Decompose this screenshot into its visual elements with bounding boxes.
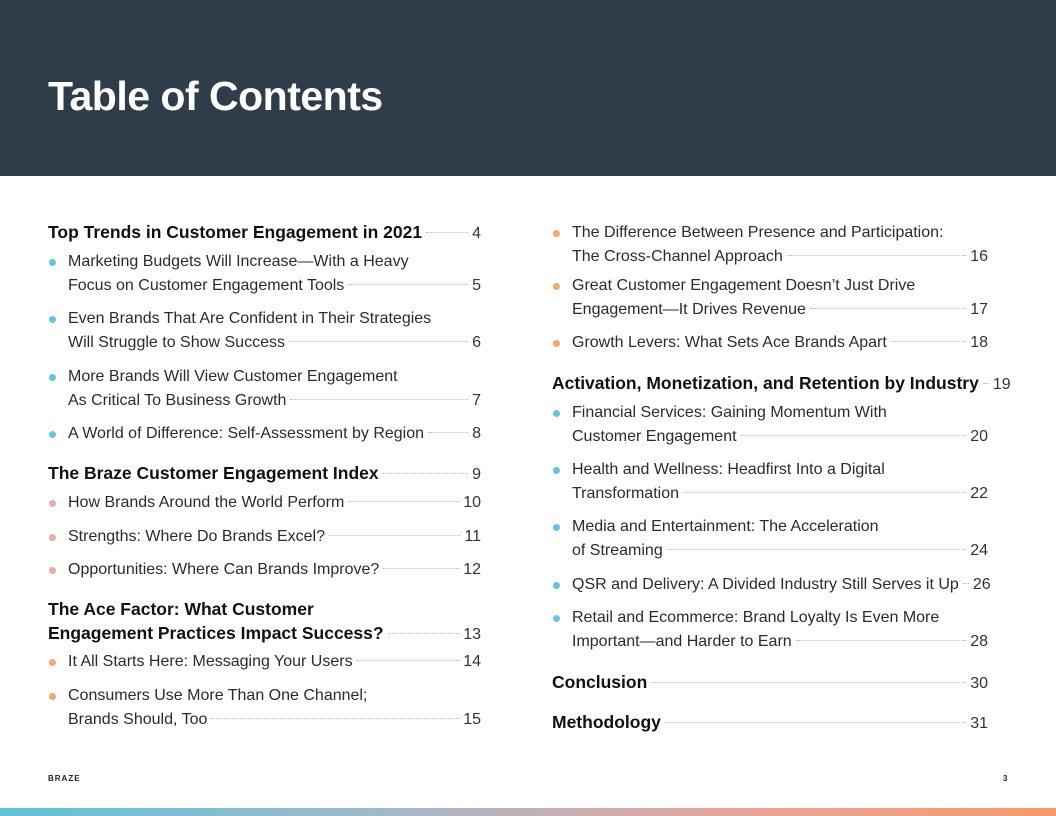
page-number: 30 — [970, 675, 988, 692]
toc-item[interactable] — [48, 558, 481, 582]
section-title: Conclusion — [552, 672, 648, 692]
leader-dots — [388, 633, 460, 634]
section-title: The Ace Factor: What Customer — [48, 599, 314, 619]
page-number: 7 — [472, 392, 481, 409]
toc-item[interactable] — [48, 422, 481, 446]
leader-dots — [963, 583, 969, 584]
section-title: Methodology — [552, 712, 661, 732]
item-text: Strengths: Where Do Brands Excel? — [68, 528, 326, 545]
item-text: Great Customer Engagement Doesn’t Just Drive — [572, 277, 916, 294]
toc-item[interactable] — [552, 401, 988, 449]
item-text: More Brands Will View Customer Engagement — [68, 368, 398, 385]
item-text: A World of Difference: Self-Assessment by Region — [68, 425, 425, 442]
leader-dots — [983, 383, 989, 384]
bullet-icon — [553, 615, 560, 622]
bullet-icon — [553, 410, 560, 417]
leader-dots — [796, 640, 967, 641]
leader-dots — [428, 432, 468, 433]
page-number: 20 — [970, 428, 988, 445]
leader-dots — [891, 341, 966, 342]
toc-section-index[interactable] — [48, 461, 481, 485]
bullet-icon — [49, 316, 56, 323]
leader-dots — [667, 549, 966, 550]
item-text: Transformation — [572, 485, 679, 502]
bullet-icon — [553, 582, 560, 589]
toc-item[interactable] — [552, 221, 988, 269]
page-number: 28 — [970, 633, 988, 650]
toc-item[interactable] — [552, 573, 991, 597]
bullet-icon — [49, 374, 56, 381]
item-text: Focus on Customer Engagement Tools — [68, 277, 345, 294]
section-title: The Braze Customer Engagement Index — [48, 463, 379, 483]
item-text: As Critical To Business Growth — [68, 392, 287, 409]
page-number: 8 — [472, 425, 481, 442]
leader-dots — [383, 568, 459, 569]
toc-item[interactable] — [552, 274, 988, 322]
item-text: Health and Wellness: Headfirst Into a Digital — [572, 461, 885, 478]
bullet-icon — [49, 431, 56, 438]
page-number: 22 — [970, 485, 988, 502]
leader-dots — [651, 682, 966, 683]
item-text: Brands Should, Too — [68, 711, 208, 728]
toc-item[interactable] — [48, 365, 481, 413]
leader-dots — [383, 473, 468, 474]
leader-dots — [426, 232, 468, 233]
page-title: Table of Contents — [48, 73, 383, 119]
page-number: 13 — [463, 626, 481, 643]
leader-dots — [290, 399, 468, 400]
leader-dots — [211, 718, 459, 719]
bullet-icon — [49, 500, 56, 507]
page-number: 4 — [472, 225, 481, 242]
item-text: Engagement—It Drives Revenue — [572, 301, 806, 318]
item-text: Financial Services: Gaining Momentum With — [572, 404, 887, 421]
brand-logo-text: BRAZE — [48, 774, 81, 783]
item-text: Marketing Budgets Will Increase—With a Heavy — [68, 253, 409, 270]
leader-dots — [289, 341, 468, 342]
footer-page-number: 3 — [1003, 774, 1008, 783]
leader-dots — [787, 255, 966, 256]
item-text: How Brands Around the World Perform — [68, 494, 345, 511]
bullet-icon — [49, 534, 56, 541]
toc-left-column — [48, 220, 481, 732]
item-text: Retail and Ecommerce: Brand Loyalty Is Even More — [572, 609, 940, 626]
toc-item[interactable] — [48, 525, 481, 549]
page-number: 19 — [992, 376, 1011, 393]
section-title: Top Trends in Customer Engagement in 2021 — [48, 222, 423, 242]
bullet-icon — [553, 524, 560, 531]
toc-item[interactable] — [552, 331, 988, 355]
page-number: 12 — [463, 561, 481, 578]
toc-section-conclusion[interactable] — [552, 670, 988, 694]
bullet-icon — [49, 567, 56, 574]
leader-dots — [683, 492, 966, 493]
page-number: 6 — [472, 334, 481, 351]
toc-item[interactable] — [48, 307, 481, 355]
item-text: Opportunities: Where Can Brands Improve? — [68, 561, 380, 578]
toc-right-column — [552, 220, 1011, 734]
page-number: 11 — [464, 528, 481, 545]
bullet-icon — [553, 283, 560, 290]
leader-dots — [357, 660, 460, 661]
item-text: Customer Engagement — [572, 428, 737, 445]
page-number: 10 — [463, 494, 481, 511]
leader-dots — [329, 535, 460, 536]
item-text: Growth Levers: What Sets Ace Brands Apart — [572, 334, 887, 351]
item-text: The Difference Between Presence and Participation: — [572, 224, 944, 241]
page-number: 16 — [970, 248, 988, 265]
bullet-icon — [553, 230, 560, 237]
item-text: of Streaming — [572, 542, 663, 559]
page-number: 26 — [972, 576, 991, 593]
bullet-icon — [49, 693, 56, 700]
toc-item[interactable] — [552, 606, 988, 654]
toc-item[interactable] — [48, 650, 481, 674]
page-number: 14 — [463, 653, 481, 670]
toc-section-ace-factor[interactable] — [48, 597, 481, 645]
bullet-icon — [49, 659, 56, 666]
item-text: Consumers Use More Than One Channel; — [68, 687, 368, 704]
section-title: Engagement Practices Impact Success? — [48, 623, 384, 643]
section-title: Activation, Monetization, and Retention by Industry — [552, 373, 979, 393]
toc-section-industry[interactable] — [552, 371, 1011, 395]
header-banner — [0, 0, 1056, 176]
page-number: 31 — [970, 715, 988, 732]
toc-section-methodology[interactable] — [552, 710, 988, 734]
item-text: Even Brands That Are Confident in Their Strategies — [68, 310, 432, 327]
bullet-icon — [49, 259, 56, 266]
toc-item[interactable] — [48, 491, 481, 515]
leader-dots — [348, 284, 468, 285]
page-number: 9 — [472, 466, 481, 483]
page-number: 5 — [472, 277, 481, 294]
item-text: The Cross-Channel Approach — [572, 248, 783, 265]
page-number: 15 — [463, 711, 481, 728]
leader-dots — [348, 501, 459, 502]
toc-item[interactable] — [552, 458, 988, 506]
leader-dots — [665, 722, 966, 723]
toc-item[interactable] — [552, 515, 988, 563]
item-text: Important—and Harder to Earn — [572, 633, 792, 650]
leader-dots — [741, 435, 967, 436]
leader-dots — [810, 308, 966, 309]
item-text: QSR and Delivery: A Divided Industry Still Serves it Up — [572, 576, 959, 593]
item-text: It All Starts Here: Messaging Your Users — [68, 653, 353, 670]
footer-gradient-bar — [0, 808, 1056, 816]
bullet-icon — [553, 467, 560, 474]
page-number: 18 — [970, 334, 988, 351]
item-text: Will Struggle to Show Success — [68, 334, 285, 351]
toc-item[interactable] — [48, 684, 481, 732]
bullet-icon — [553, 340, 560, 347]
page-number: 17 — [970, 301, 988, 318]
toc-item[interactable] — [48, 250, 481, 298]
toc-section-top-trends[interactable] — [48, 220, 481, 244]
page-number: 24 — [970, 542, 988, 559]
item-text: Media and Entertainment: The Acceleration — [572, 518, 879, 535]
